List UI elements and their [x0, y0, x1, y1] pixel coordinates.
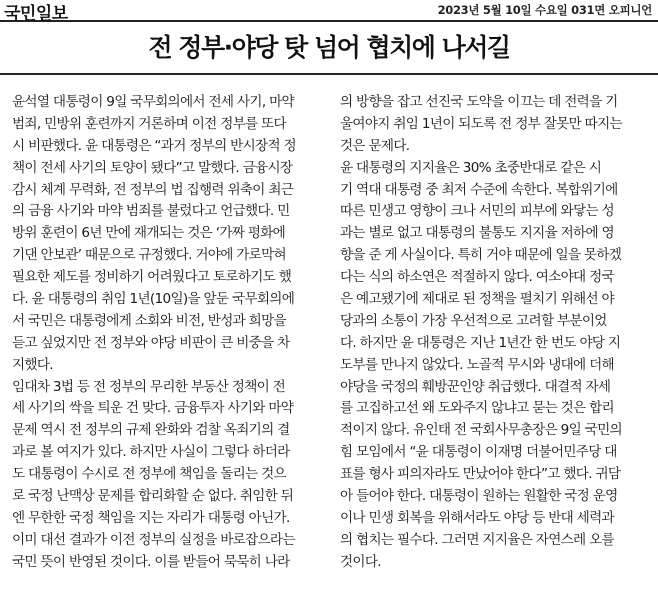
- article-line: 따른 민생고 영향이 크나 서민의 피부에 와닿는 성: [340, 203, 614, 220]
- article-line: 로 국정 난맥상 문제를 합리화할 순 없다. 취임한 뒤: [12, 488, 294, 505]
- article-line: 감시 체계 무력화, 전 정부의 법 집행력 위축이 최근: [12, 181, 294, 198]
- article-line: 다. 윤 대통령의 취임 1년(10일)을 앞둔 국무회의에: [12, 291, 295, 308]
- article-line: 문제 역시 전 정부의 규제 완화와 검찰 옥죄기의 결: [12, 422, 290, 439]
- article-line: 것이다.: [340, 553, 381, 570]
- article-line: 듣고 싶었지만 전 정부와 야당 비판이 큰 비중을 차: [12, 334, 290, 351]
- masthead: [0, 0, 658, 22]
- article-line: 의 금융 사기와 마약 범죄를 불렀다고 언급했다. 민: [12, 203, 290, 220]
- article-line: 필요한 제도를 정비하기 어려웠다고 토로하기도 했: [12, 269, 292, 286]
- article-line: 다. 하지만 윤 대통령은 지난 1년간 한 번도 야당 지: [340, 334, 621, 351]
- article-line: 시 비판했다. 윤 대통령은 “과거 정부의 반시장적 정: [12, 137, 296, 154]
- article-line: 이나 민생 회복을 위해서라도 야당 등 반대 세력과: [340, 509, 614, 526]
- article-line: 윤 대통령의 지지율은 30% 초중반대로 같은 시: [340, 159, 602, 176]
- article-line: 범죄, 민방위 훈련까지 거론하며 이전 정부를 또다: [12, 115, 286, 132]
- article-line: 힘 모임에서 “윤 대통령이 이재명 더불어민주당 대: [340, 444, 617, 461]
- article-line: 이미 대선 결과가 이전 정부의 실정을 바로잡으라는: [12, 531, 295, 548]
- article-line: 과로 볼 여지가 있다. 하지만 사실이 그렇다 하더라: [12, 444, 290, 461]
- article-line: 도 대통령이 수시로 전 정부에 책임을 돌리는 것으: [12, 466, 286, 483]
- dateline: 2023년 5월 10일 수요일 031면 오피니언: [437, 3, 652, 17]
- article-line: 표를 형사 피의자라도 만났어야 한다”고 했다. 귀담: [340, 466, 621, 483]
- article-line: 기 역대 대통령 중 최저 수준에 속한다. 복합위기에: [340, 181, 618, 198]
- article-line: 세 사기의 싹을 틔운 건 맞다. 금융투자 사기와 마약: [12, 400, 294, 417]
- article-line: 당과의 소통이 가장 우선적으로 고려할 부분이었: [340, 312, 607, 329]
- newspaper-logo: 국민일보: [4, 4, 68, 24]
- article-line: 지했다.: [12, 356, 53, 373]
- headline-rule: [0, 73, 658, 75]
- article-line: 야당을 국정의 훼방꾼인양 취급했다. 대결적 자세: [340, 378, 611, 395]
- article-line: 국민 뜻이 반영된 것이다. 이를 받들어 묵묵히 나라: [12, 553, 290, 570]
- article-column-left: [12, 92, 318, 574]
- article-line: 를 고집하고선 왜 도와주지 않냐고 묻는 것은 합리: [340, 400, 614, 417]
- article-line: 아 들어야 한다. 대통령이 원하는 원활한 국정 운영: [340, 488, 618, 505]
- article-line: 은 예고됐기에 제대로 된 정책을 펼치기 위해선 야: [340, 291, 614, 308]
- article-line: 도부를 만나지 않았다. 노골적 무시와 냉대에 더해: [340, 356, 614, 373]
- headline: 전 정부·야당 탓 넘어 협치에 나서길: [148, 33, 510, 62]
- article-line: 기댄 안보관’ 때문으로 규정했다. 거야에 가로막혀: [12, 247, 286, 264]
- article-line: 향을 준 게 사실이다. 특히 거야 때문에 일을 못하겠: [340, 247, 622, 264]
- article-line: 것은 문제다.: [340, 137, 410, 154]
- article-line: 의 협치는 필수다. 그러면 지지율은 자연스레 오를: [340, 531, 614, 548]
- article-line: 책이 전세 사기의 토양이 됐다”고 말했다. 금융시장: [12, 159, 293, 176]
- article-line: 방위 훈련이 6년 만에 재개되는 것은 ‘가짜 평화에: [12, 225, 286, 242]
- article-line: 윤석열 대통령이 9일 국무회의에서 전세 사기, 마약: [12, 94, 294, 110]
- article-line: 임대차 3법 등 전 정부의 무리한 부동산 정책이 전: [12, 378, 286, 395]
- article-line: 다는 식의 하소연은 적절하지 않다. 여소야대 정국: [340, 269, 614, 286]
- article-line: 엔 무한한 국정 책임을 지는 자리가 대통령 아닌가.: [12, 509, 290, 526]
- article-line: 적이지 않다. 유인태 전 국회사무총장은 9일 국민의: [340, 422, 622, 439]
- article-column-right: [340, 92, 646, 574]
- article-line: 서 국민은 대통령에게 소회와 비전, 반성과 희망을: [12, 312, 286, 329]
- article-line: 울여야지 취임 1년이 되도록 전 정부 잘못만 따지는: [340, 115, 622, 132]
- article-line: 의 방향을 잡고 선진국 도약을 이끄는 데 전력을 기: [340, 94, 618, 110]
- article-line: 과는 별로 없고 대통령의 불통도 지지율 저하에 영: [340, 225, 614, 242]
